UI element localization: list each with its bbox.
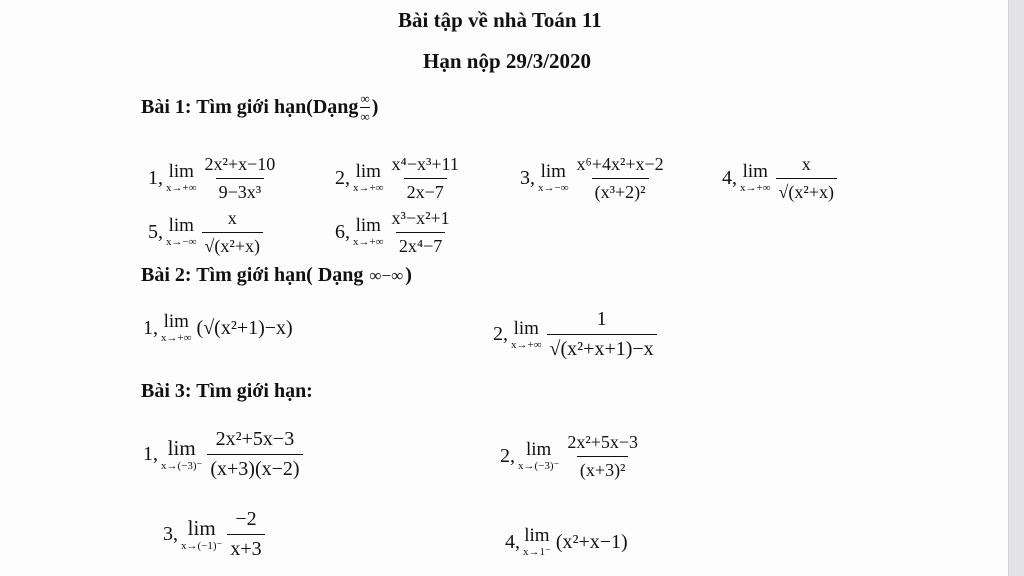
limit-operator: lim x→+∞ <box>353 215 384 249</box>
document-title: Bài tập về nhà Toán 11 <box>398 8 602 32</box>
section-2-heading: Bài 2: Tìm giới hạn( Dạng ∞−∞ ) <box>141 264 412 286</box>
limit-operator: lim x→1⁻ <box>523 525 551 558</box>
form-infinity-over-infinity: $\frac{\infty}{\infty}$ <box>360 91 370 124</box>
fraction: $\frac{\text{2x²+x−10}}{\text{9−3x³}}$ <box>204 154 276 202</box>
bai1-problem-4: 4, lim x→+∞ $\frac{x}{\text{√(x²+x)}}$ <box>722 154 837 202</box>
expression: (x²+x−1) <box>555 530 628 553</box>
bai1-problem-5: 5, lim x→−∞ $\frac{x}{\text{√(x²+x)}}$ <box>148 208 263 256</box>
limit-operator: lim x→(−3)⁻ <box>518 439 560 473</box>
limit-operator: lim x→+∞ <box>511 317 542 351</box>
bai3-problem-4: 4, lim x→1⁻ (x²+x−1) <box>505 525 628 558</box>
fraction: $\frac{1}{\text{√(x²+x+1)−x}}$ <box>547 308 657 361</box>
page-edge-shadow <box>1008 0 1024 576</box>
bai1-problem-3: 3, lim x→−∞ $\frac{\text{x⁶+4x²+x−2}}{\text{(x³+2)²}}$ <box>520 154 667 202</box>
fraction: $\frac{\text{2x²+5x−3}}{(x+3)(x-2)}$ <box>207 428 302 481</box>
section-3-heading: Bài 3: Tìm giới hạn: <box>141 380 313 402</box>
bai2-problem-2: 2, lim x→+∞ $\frac{1}{\text{√(x²+x+1)−x}}$ <box>493 308 657 361</box>
limit-operator: lim x→+∞ <box>353 161 384 195</box>
bai2-problem-1: 1, lim x→+∞ (√(x²+1)−x) <box>143 311 293 344</box>
limit-operator: lim x→(−3)⁻ <box>161 435 203 472</box>
limit-operator: lim x→+∞ <box>161 311 192 344</box>
deadline-line: Hạn nộp 29/3/2020 <box>423 49 592 73</box>
bai3-problem-1: 1, lim x→(−3)⁻ $\frac{\text{2x²+5x−3}}{(x+3)(x-2)}$ <box>143 428 303 481</box>
limit-operator: lim x→−∞ <box>166 215 197 249</box>
limit-operator: lim x→(−1)⁻ <box>181 515 223 552</box>
bai3-problem-2: 2, lim x→(−3)⁻ $\frac{\text{2x²+5x−3}}{\text{(x+3)²}}$ <box>500 432 641 480</box>
fraction: $\frac{x}{\text{√(x²+x)}}$ <box>776 154 837 202</box>
fraction: $\frac{x}{\text{√(x²+x)}}$ <box>202 208 263 256</box>
expression: (√(x²+1)−x) <box>196 316 293 339</box>
limit-operator: lim x→+∞ <box>166 161 197 195</box>
form-infinity-minus-infinity: ∞−∞ <box>369 265 404 285</box>
fraction: $\frac{-2}{x+3}$ <box>227 508 264 561</box>
fraction: $\frac{\text{2x²+5x−3}}{\text{(x+3)²}}$ <box>567 432 639 480</box>
section-1-heading: Bài 1: Tìm giới hạn(Dạng $\frac{\infty}{\infty}$ ) <box>141 91 379 124</box>
bai1-problem-6: 6, lim x→+∞ $\frac{\text{x³−x²+1}}{\text{2x⁴−7}}$ <box>335 208 453 256</box>
bai3-problem-3: 3, lim x→(−1)⁻ $\frac{-2}{x+3}$ <box>163 508 265 561</box>
limit-operator: lim x→−∞ <box>538 161 569 195</box>
fraction: $\frac{\text{x³−x²+1}}{\text{2x⁴−7}}$ <box>391 208 450 256</box>
fraction: $\frac{\text{x⁴−x³+11}}{2x-7}$ <box>391 154 459 202</box>
bai1-problem-2: 2, lim x→+∞ $\frac{\text{x⁴−x³+11}}{2x-7}$ <box>335 154 462 202</box>
limit-operator: lim x→+∞ <box>740 161 771 195</box>
fraction: $\frac{\text{x⁶+4x²+x−2}}{\text{(x³+2)²}}$ <box>576 154 664 202</box>
bai1-problem-1: 1, lim x→+∞ $\frac{\text{2x²+x−10}}{\text{9−3x³}}$ <box>148 154 278 202</box>
